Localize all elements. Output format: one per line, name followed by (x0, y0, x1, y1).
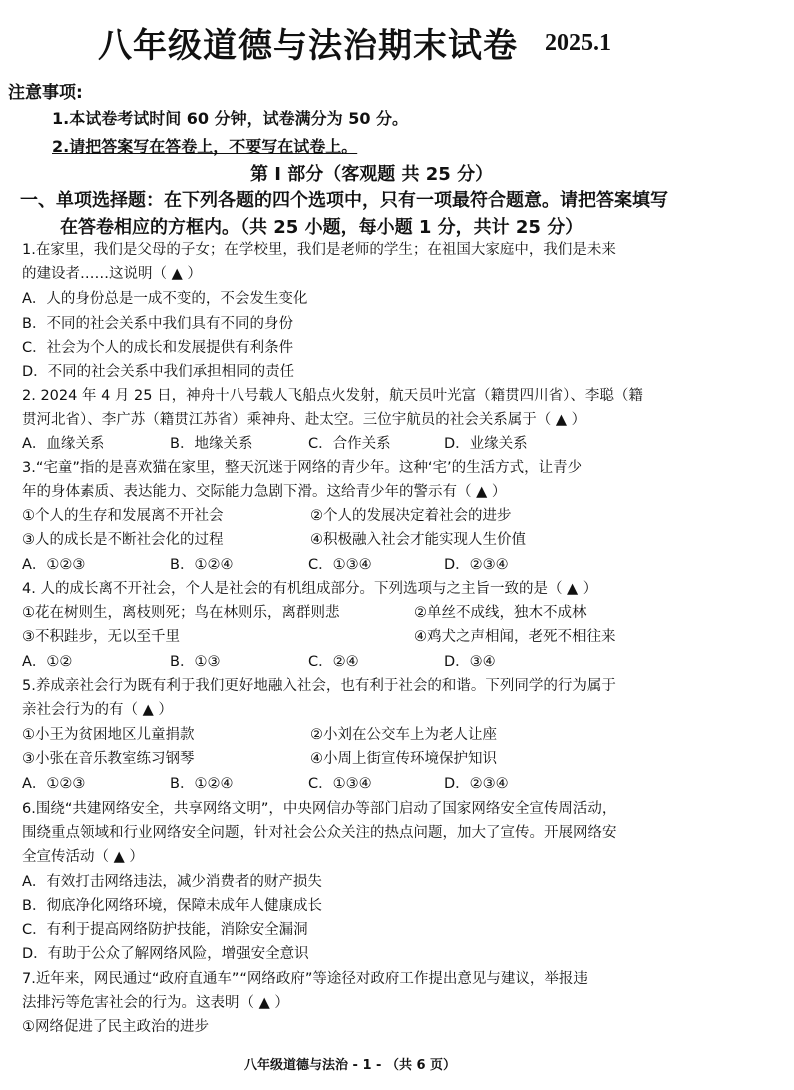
q2-option-a: A．血缘关系 (22, 436, 105, 452)
q5-option-c: C．①③④ (308, 776, 372, 792)
q4-stem: 4. 人的成长离不开社会，个人是社会的有机组成部分。下列选项与之主旨一致的是（ ▲ ） (22, 581, 598, 597)
notice-item-2-text: 2.请把答案写在答卷上，不要写在试卷上。 (52, 137, 358, 156)
q4-statement-2: ②单丝不成线，独木不成林 (414, 605, 587, 621)
q1-option-a: A．人的身份总是一成不变的，不会发生变化 (22, 291, 308, 307)
q2-stem-line-1: 2. 2024 年 4 月 25 日，神舟十八号载人飞船点火发射，航天员叶光富（籍贯四川省）、李聪（籍 (22, 388, 643, 404)
q5-statement-2: ②小刘在公交车上为老人让座 (310, 727, 497, 743)
q3-statement-4: ④积极融入社会才能实现人生价值 (310, 532, 526, 548)
q7-stem-line-1: 7.近年来，网民通过“政府直通车”“网络政府”等途径对政府工作提出意见与建议，举报违 (22, 971, 588, 987)
exam-title: 八年级道德与法治期末试卷 (98, 26, 518, 66)
q4-option-d: D．③④ (444, 654, 496, 670)
q5-option-d: D．②③④ (444, 776, 509, 792)
q3-statement-3: ③人的成长是不断社会化的过程 (22, 532, 224, 548)
q5-option-b: B．①②④ (170, 776, 234, 792)
q4-option-b: B．①③ (170, 654, 221, 670)
notice-item-2 (52, 134, 357, 157)
q3-statement-1: ①个人的生存和发展离不开社会 (22, 508, 224, 524)
q5-stem-line-1: 5.养成亲社会行为既有利于我们更好地融入社会，也有利于社会的和谐。下列同学的行为属于 (22, 678, 616, 694)
q1-option-b: B．不同的社会关系中我们具有不同的身份 (22, 316, 293, 332)
q4-statement-1: ①花在树则生，离枝则死；鸟在林则乐，离群则悲 (22, 605, 340, 621)
q1-option-c: C．社会为个人的成长和发展提供有利条件 (22, 340, 294, 356)
q2-option-b: B．地缘关系 (170, 436, 253, 452)
q2-option-d: D．业缘关系 (444, 436, 528, 452)
q3-statement-2: ②个人的发展决定着社会的进步 (310, 508, 512, 524)
q6-option-b: B．彻底净化网络环境，保障未成年人健康成长 (22, 898, 322, 914)
page-footer: 八年级道德与法治 - 1 - （共 6 页） (244, 1058, 457, 1073)
q3-stem-line-2: 年的身体素质、表达能力、交际能力急剧下滑。这给青少年的警示有（ ▲ ） (22, 484, 507, 500)
q3-stem-line-1: 3.“宅童”指的是喜欢猫在家里，整天沉迷于网络的青少年。这种‘宅’的生活方式，让青少 (22, 460, 583, 476)
q5-stem-line-2: 亲社会行为的有（ ▲ ） (22, 702, 173, 718)
q4-option-a: A．①② (22, 654, 73, 670)
q5-option-a: A．①②③ (22, 776, 86, 792)
q6-option-c: C．有利于提高网络防护技能，消除安全漏洞 (22, 922, 308, 938)
q5-statement-1: ①小王为贫困地区儿童捐款 (22, 727, 195, 743)
part-title: 第 I 部分（客观题 共 25 分） (250, 164, 494, 185)
q7-statement-1: ①网络促进了民主政治的进步 (22, 1019, 209, 1035)
q4-statement-4: ④鸡犬之声相闻，老死不相往来 (414, 629, 616, 645)
notice-heading: 注意事项: (8, 83, 83, 103)
q6-stem-line-3: 全宣传活动（ ▲ ） (22, 849, 144, 865)
q3-option-d: D．②③④ (444, 557, 509, 573)
q1-stem-line-2: 的建设者……这说明（ ▲ ） (22, 266, 202, 282)
q4-statement-3: ③不积跬步，无以至千里 (22, 629, 180, 645)
q3-option-a: A．①②③ (22, 557, 86, 573)
q4-option-c: C．②④ (308, 654, 359, 670)
q3-option-c: C．①③④ (308, 557, 372, 573)
q2-option-c: C．合作关系 (308, 436, 391, 452)
q3-option-b: B．①②④ (170, 557, 234, 573)
q2-stem-line-2: 贯河北省）、李广苏（籍贯江苏省）乘神舟、赴太空。三位宇航员的社会关系属于（ ▲ ） (22, 412, 587, 428)
q1-stem-line-1: 1.在家里，我们是父母的子女；在学校里，我们是老师的学生；在祖国大家庭中，我们是未来 (22, 242, 616, 258)
q5-statement-3: ③小张在音乐教室练习钢琴 (22, 751, 195, 767)
q6-stem-line-2: 围绕重点领域和行业网络安全问题，针对社会公众关注的热点问题，加大了宣传。开展网络安 (22, 825, 617, 841)
q6-option-d: D．有助于公众了解网络风险，增强安全意识 (22, 946, 309, 962)
section-heading-line-1: 一、单项选择题：在下列各题的四个选项中，只有一项最符合题意。请把答案填写 (20, 190, 668, 211)
notice-item-1: 1.本试卷考试时间 60 分钟，试卷满分为 50 分。 (52, 109, 409, 128)
section-heading-line-2: 在答卷相应的方框内。（共 25 小题，每小题 1 分，共计 25 分） (60, 217, 584, 238)
q6-stem-line-1: 6.围绕“共建网络安全，共享网络文明”，中央网信办等部门启动了国家网络安全宣传周活动， (22, 801, 617, 817)
q7-stem-line-2: 法排污等危害社会的行为。这表明（ ▲ ） (22, 995, 289, 1011)
exam-date: 2025.1 (545, 30, 611, 56)
q1-option-d: D．不同的社会关系中我们承担相同的责任 (22, 364, 295, 380)
q6-option-a: A．有效打击网络违法，减少消费者的财产损失 (22, 874, 322, 890)
q5-statement-4: ④小周上街宣传环境保护知识 (310, 751, 497, 767)
